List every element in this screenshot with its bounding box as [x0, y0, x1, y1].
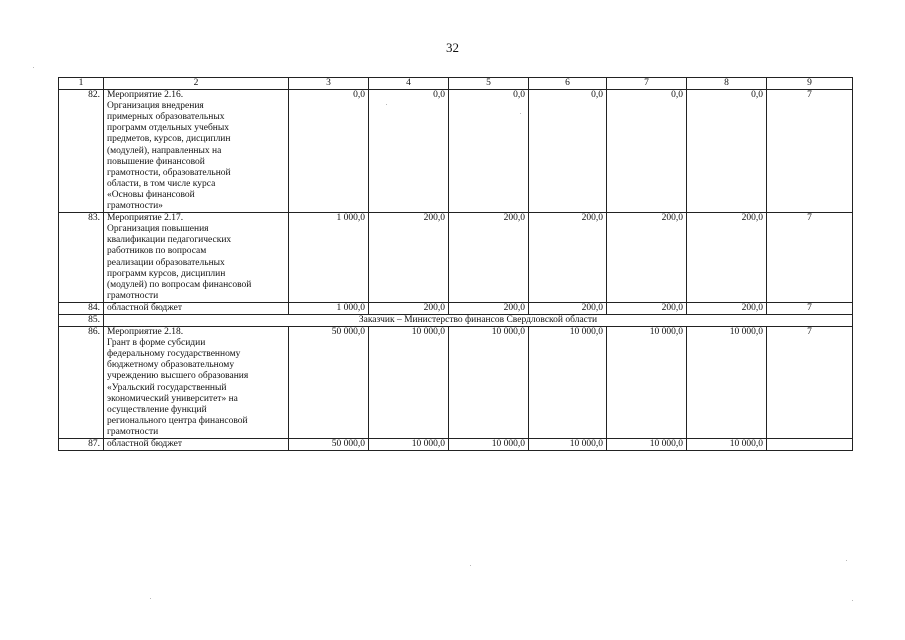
row-name-line: Мероприятие 2.18. — [107, 327, 184, 338]
value-col-3: 50 000,0 — [289, 327, 369, 439]
value-col-9 — [767, 439, 853, 451]
row-name-line: грамотности» — [107, 201, 163, 212]
value-col-8: 0,0 — [687, 90, 767, 213]
value-col-6: 10 000,0 — [529, 439, 607, 451]
header-col-1: 1 — [59, 78, 104, 90]
scan-speck — [470, 565, 471, 566]
table-row-82 — [59, 90, 853, 213]
row-name — [104, 327, 289, 439]
row-name-line: программ отдельных учебных — [107, 123, 230, 134]
row-number: 86. — [59, 327, 104, 439]
header-row — [59, 78, 853, 90]
row-name — [104, 213, 289, 303]
header-col-4: 4 — [369, 78, 449, 90]
row-name-line: учреждению высшего образования — [107, 371, 249, 382]
header-col-8: 8 — [687, 78, 767, 90]
row-name — [104, 90, 289, 213]
scan-speck — [852, 600, 853, 601]
value-col-3: 0,0 — [289, 90, 369, 213]
row-name-line: осуществление функций — [107, 404, 207, 415]
value-col-7: 10 000,0 — [607, 327, 687, 439]
page-number: 32 — [446, 40, 459, 55]
value-col-6: 200,0 — [529, 213, 607, 303]
value-col-3: 1 000,0 — [289, 302, 369, 314]
value-col-9: 7 — [767, 302, 853, 314]
value-col-4: 0,0 — [369, 90, 449, 213]
value-col-3: 1 000,0 — [289, 213, 369, 303]
table-row-84 — [59, 302, 853, 314]
row-name-line: областной бюджет — [107, 302, 183, 313]
header-col-6: 6 — [529, 78, 607, 90]
row-name-line: «Основы финансовой — [107, 189, 195, 200]
row-name-line: Организация повышения — [107, 224, 209, 235]
row-name-line: примерных образовательных — [107, 112, 225, 123]
value-col-7: 200,0 — [607, 213, 687, 303]
header-col-5: 5 — [449, 78, 529, 90]
row-name-line: области, в том числе курса — [107, 178, 216, 189]
table-row-87 — [59, 439, 853, 451]
value-col-5: 200,0 — [449, 213, 529, 303]
row-name — [104, 302, 289, 314]
row-name-line: Мероприятие 2.17. — [107, 213, 184, 224]
row-name-line: (модулей) по вопросам финансовой — [107, 279, 252, 290]
header-col-2: 2 — [104, 78, 289, 90]
scan-speck — [520, 113, 521, 114]
scan-speck — [846, 560, 847, 561]
row-number: 84. — [59, 302, 104, 314]
row-name-line: грамотности — [107, 426, 159, 437]
row-name-line: работников по вопросам — [107, 246, 207, 257]
row-number: 83. — [59, 213, 104, 303]
value-col-9: 7 — [767, 213, 853, 303]
row-name-line: повышение финансовой — [107, 156, 205, 167]
value-col-5: 0,0 — [449, 90, 529, 213]
value-col-7: 200,0 — [607, 302, 687, 314]
value-col-9: 7 — [767, 90, 853, 213]
row-name-line: экономический университет» на — [107, 393, 238, 404]
value-col-5: 10 000,0 — [449, 439, 529, 451]
scan-speck — [33, 67, 34, 68]
value-col-8: 10 000,0 — [687, 327, 767, 439]
row-number: 85. — [59, 314, 104, 326]
customer-heading: Заказчик – Министерство финансов Свердловской области — [104, 314, 853, 326]
row-name-line: «Уральский государственный — [107, 382, 227, 393]
value-col-5: 200,0 — [449, 302, 529, 314]
row-name-line: квалификации педагогических — [107, 235, 232, 246]
value-col-7: 0,0 — [607, 90, 687, 213]
value-col-3: 50 000,0 — [289, 439, 369, 451]
row-name-line: регионального центра финансовой — [107, 415, 248, 426]
scan-speck — [150, 598, 151, 599]
header-col-7: 7 — [607, 78, 687, 90]
value-col-8: 10 000,0 — [687, 439, 767, 451]
table-row-85 — [59, 314, 853, 326]
value-col-7: 10 000,0 — [607, 439, 687, 451]
value-col-6: 10 000,0 — [529, 327, 607, 439]
row-number: 87. — [59, 439, 104, 451]
row-name-line: реализации образовательных — [107, 257, 225, 268]
row-name-line: Грант в форме субсидии — [107, 338, 206, 349]
row-name-line: (модулей), направленных на — [107, 145, 222, 156]
row-name-line: программ курсов, дисциплин — [107, 268, 226, 279]
row-name-line: предметов, курсов, дисциплин — [107, 134, 231, 145]
row-name — [104, 439, 289, 451]
value-col-8: 200,0 — [687, 213, 767, 303]
header-col-3: 3 — [289, 78, 369, 90]
row-name-line: федеральному государственному — [107, 349, 241, 360]
scan-speck — [386, 104, 387, 105]
row-number: 82. — [59, 90, 104, 213]
value-col-4: 200,0 — [369, 302, 449, 314]
row-name-line: грамотности — [107, 290, 159, 301]
row-name-line: Организация внедрения — [107, 101, 204, 112]
value-col-5: 10 000,0 — [449, 327, 529, 439]
row-name-line: Мероприятие 2.16. — [107, 90, 184, 101]
value-col-4: 10 000,0 — [369, 327, 449, 439]
value-col-6: 200,0 — [529, 302, 607, 314]
value-col-8: 200,0 — [687, 302, 767, 314]
table-row-83 — [59, 213, 853, 303]
budget-table — [58, 77, 853, 451]
value-col-4: 10 000,0 — [369, 439, 449, 451]
row-name-line: грамотности, образовательной — [107, 167, 231, 178]
header-col-9: 9 — [767, 78, 853, 90]
row-name-line: областной бюджет — [107, 439, 183, 449]
row-name-line: бюджетному образовательному — [107, 360, 235, 371]
value-col-9: 7 — [767, 327, 853, 439]
table-row-86 — [59, 327, 853, 439]
value-col-4: 200,0 — [369, 213, 449, 303]
value-col-6: 0,0 — [529, 90, 607, 213]
